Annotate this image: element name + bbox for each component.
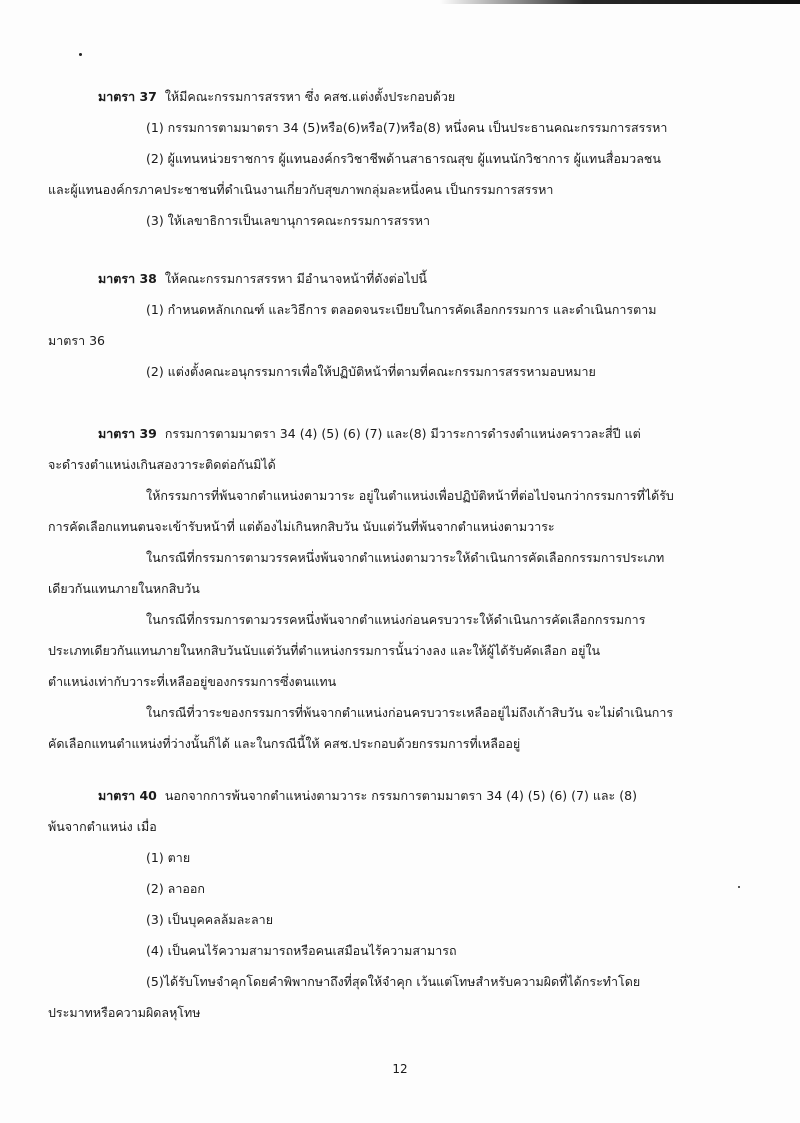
scan-speck	[79, 53, 82, 56]
section-38-item-1-cont: มาตรา 36	[48, 333, 105, 348]
section-38-item-1: (1) กำหนดหลักเกณฑ์ และวิธีการ ตลอดจนระเบียบในการคัดเลือกกรรมการ และดำเนินการตาม	[146, 302, 657, 317]
section-37-item-2: (2) ผู้แทนหน่วยราชการ ผู้แทนองค์กรวิชาชีพด้านสาธารณสุข ผู้แทนนักวิชาการ ผู้แทนสื่อมวลชน	[146, 151, 661, 166]
section-39-intro: กรรมการตามมาตรา 34 (4) (5) (6) (7) และ(8) มีวาระการดำรงตำแหน่งคราวละสี่ปี แต่	[164, 426, 641, 441]
section-39-line-1	[98, 425, 738, 443]
section-39-para-4-cont: ประเภทเดียวกันแทนภายในหกสิบวันนับแต่วันที่ตำแหน่งกรรมการนั้นว่างลง และให้ผู้ได้รับคัดเลือก อยู่ใน	[48, 643, 601, 658]
section-39-para-3-cont: เดียวกันแทนภายในหกสิบวัน	[48, 581, 200, 596]
section-38-intro: ให้คณะกรรมการสรรหา มีอำนาจหน้าที่ดังต่อไปนี้	[164, 271, 427, 286]
section-38-heading: มาตรา 38	[98, 271, 157, 286]
section-40-line-1	[98, 787, 738, 805]
section-37-line-1	[98, 88, 738, 106]
section-37-item-3: (3) ให้เลขาธิการเป็นเลขานุการคณะกรรมการสรรหา	[146, 213, 431, 228]
section-37-intro: ให้มีคณะกรรมการสรรหา ซึ่ง คสช.แต่งตั้งประกอบด้วย	[164, 89, 456, 104]
section-40-item-1: (1) ตาย	[146, 850, 191, 865]
section-40-line-2: พ้นจากตำแหน่ง เมื่อ	[48, 819, 157, 834]
section-40-item-2: (2) ลาออก	[146, 881, 205, 896]
section-40-heading: มาตรา 40	[98, 788, 157, 803]
section-39-para-5: ในกรณีที่วาระของกรรมการที่พ้นจากตำแหน่งก่อนครบวาระเหลืออยู่ไม่ถึงเก้าสิบวัน จะไม่ดำเนินการ	[146, 705, 674, 720]
section-40-item-4: (4) เป็นคนไร้ความสามารถหรือคนเสมือนไร้ความสามารถ	[146, 943, 457, 958]
section-40-intro: นอกจากการพ้นจากตำแหน่งตามวาระ กรรมการตามมาตรา 34 (4) (5) (6) (7) และ (8)	[164, 788, 637, 803]
section-37-item-2-cont: และผู้แทนองค์กรภาคประชาชนที่ดำเนินงานเกี่ยวกับสุขภาพกลุ่มละหนึ่งคน เป็นกรรมการสรรหา	[48, 182, 554, 197]
document-body	[48, 88, 738, 1022]
section-39-para-4: ในกรณีที่กรรมการตามวรรคหนึ่งพ้นจากตำแหน่งก่อนครบวาระให้ดำเนินการคัดเลือกกรรมการ	[146, 612, 646, 627]
section-39-line-2: จะดำรงตำแหน่งเกินสองวาระติดต่อกันมิได้	[48, 457, 276, 472]
section-40-item-5: (5)ได้รับโทษจำคุกโดยคำพิพากษาถึงที่สุดให้จำคุก เว้นแต่โทษสำหรับความผิดที่ได้กระทำโดย	[146, 974, 641, 989]
scan-speck	[738, 886, 740, 888]
section-40-item-3: (3) เป็นบุคคลล้มละลาย	[146, 912, 274, 927]
scan-edge-mark	[440, 0, 800, 4]
section-38-item-2: (2) แต่งตั้งคณะอนุกรรมการเพื่อให้ปฏิบัติหน้าที่ตามที่คณะกรรมการสรรหามอบหมาย	[146, 364, 596, 379]
page-number: 12	[392, 1062, 408, 1076]
section-37-item-1: (1) กรรมการตามมาตรา 34 (5)หรือ(6)หรือ(7)หรือ(8) หนึ่งคน เป็นประธานคณะกรรมการสรรหา	[146, 120, 668, 135]
section-38-line-1	[98, 270, 738, 288]
section-39-para-4-cont-2: ตำแหน่งเท่ากับวาระที่เหลืออยู่ของกรรมการซึ่งตนแทน	[48, 674, 337, 689]
section-37-heading: มาตรา 37	[98, 89, 157, 104]
section-40-item-5-cont: ประมาทหรือความผิดลหุโทษ	[48, 1005, 201, 1020]
section-39-para-2: ให้กรรมการที่พ้นจากตำแหน่งตามวาระ อยู่ในตำแหน่งเพื่อปฏิบัติหน้าที่ต่อไปจนกว่ากรรมการที่ได้รับ	[146, 488, 674, 503]
section-39-para-3: ในกรณีที่กรรมการตามวรรคหนึ่งพ้นจากตำแหน่งตามวาระให้ดำเนินการคัดเลือกกรรมการประเภท	[146, 550, 665, 565]
section-39-heading: มาตรา 39	[98, 426, 157, 441]
section-39-para-2-cont: การคัดเลือกแทนตนจะเข้ารับหน้าที่ แต่ต้องไม่เกินหกสิบวัน นับแต่วันที่พ้นจากตำแหน่งตามวาระ	[48, 519, 555, 534]
section-39-para-5-cont: คัดเลือกแทนตำแหน่งที่ว่างนั้นก็ได้ และในกรณีนี้ให้ คสช.ประกอบด้วยกรรมการที่เหลืออยู่	[48, 736, 521, 751]
